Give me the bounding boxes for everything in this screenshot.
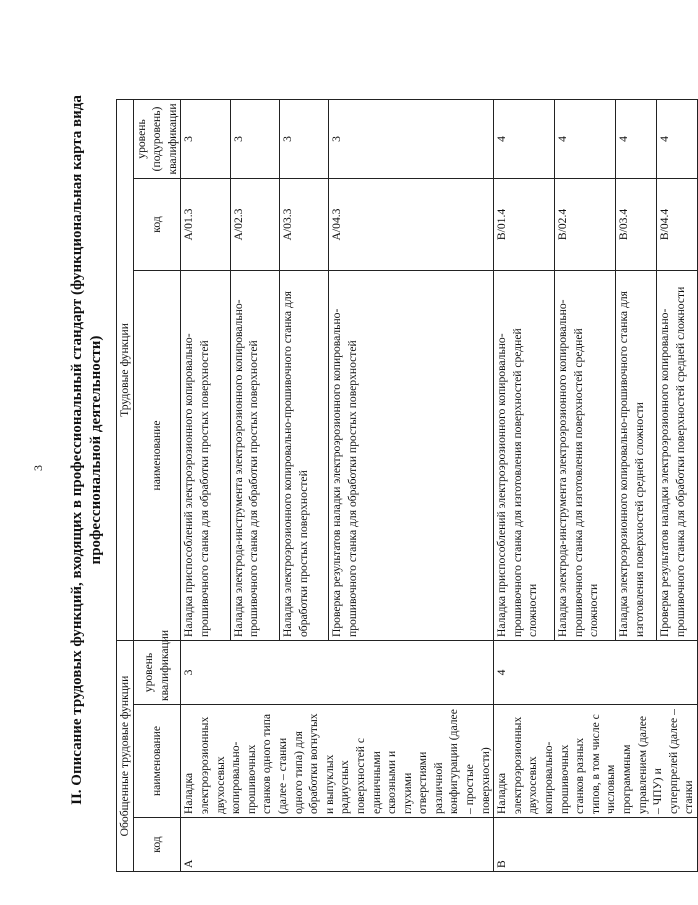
functional-map-table — [116, 99, 698, 872]
function-level: 4 — [615, 99, 656, 178]
function-level: 4 — [656, 99, 697, 178]
function-code: А/03.3 — [279, 178, 328, 270]
function-level: 4 — [494, 99, 555, 178]
group-code: А — [181, 818, 494, 872]
function-name: Наладка электрода-инструмента электроэрозионного копировально-прошивочного станка для изготовления поверхностей средней сложности — [555, 270, 616, 640]
header-tf-level: уровень (подуровень) квалификации — [133, 99, 181, 178]
header-code: код — [133, 818, 181, 872]
group-level: 4 — [494, 640, 698, 704]
header-row-groups — [117, 99, 134, 871]
function-name: Наладка электрода-инструмента электроэрозионного копировально-прошивочного станка для обработки простых поверхностей — [230, 270, 279, 640]
header-level: уровень квалификации — [133, 640, 181, 704]
group-name: Наладка электроэрозионных двухосевых копировально-прошивочных станков разных типов, в том числе с числовым программным управлением (далее – ЧПУ) и суперпрелей (далее – станки — [494, 705, 698, 818]
function-code: В/03.4 — [615, 178, 656, 270]
function-name: Проверка результатов наладки электроэрозионного копировально-прошивочного станка для обработки простых поверхностей — [329, 270, 494, 640]
page-number: 3 — [31, 465, 45, 471]
header-labor-functions: Трудовые функции — [117, 99, 134, 640]
function-name: Проверка результатов наладки электроэрозионного копировально-прошивочного станка для обработки поверхностей средней сложности — [656, 270, 697, 640]
function-code: А/01.3 — [181, 178, 230, 270]
header-tf-code: код — [133, 178, 181, 270]
function-name: Наладка приспособлений электроэрозионного копировально-прошивочного станка для изготовления поверхностей средней сложности — [494, 270, 555, 640]
function-name: Наладка приспособлений электроэрозионного копировально-прошивочного станка для обработки простых поверхностей — [181, 270, 230, 640]
function-code: В/02.4 — [555, 178, 616, 270]
table-row — [181, 99, 230, 871]
function-code: В/04.4 — [656, 178, 697, 270]
function-code: А/02.3 — [230, 178, 279, 270]
header-name: наименование — [133, 705, 181, 818]
function-level: 4 — [555, 99, 616, 178]
group-code: В — [494, 818, 698, 872]
group-name: Наладка электроэрозионных двухосевых копировально-прошивочных станков одного типа (далее – станки одного типа) для обработки вогнутых и выпуклых радиусных поверхностей с единичными сквозными и глухими отверстиями различной конфигурации (далее – простые поверхности) — [181, 705, 494, 818]
header-row-columns — [133, 99, 181, 871]
header-tf-name: наименование — [133, 270, 181, 640]
heading-line-2: профессиональной деятельности) — [88, 335, 104, 565]
function-code: А/04.3 — [329, 178, 494, 270]
group-level: 3 — [181, 640, 494, 704]
section-heading — [68, 65, 106, 835]
function-level: 3 — [329, 99, 494, 178]
header-generalized-functions: Обобщенные трудовые функции — [117, 640, 134, 871]
function-level: 3 — [181, 99, 230, 178]
function-level: 3 — [230, 99, 279, 178]
table-row — [494, 99, 555, 871]
function-name: Наладка электроэрозионного копировально-прошивочного станка для изготовления поверхностей средней сложности — [615, 270, 656, 640]
heading-line-1: II. Описание трудовых функций, входящих в профессиональный стандарт (функциональная карта вида — [69, 95, 85, 805]
function-level: 3 — [279, 99, 328, 178]
function-name: Наладка электроэрозионного копировально-прошивочного станка для обработки простых поверхностей — [279, 270, 328, 640]
function-code: В/01.4 — [494, 178, 555, 270]
